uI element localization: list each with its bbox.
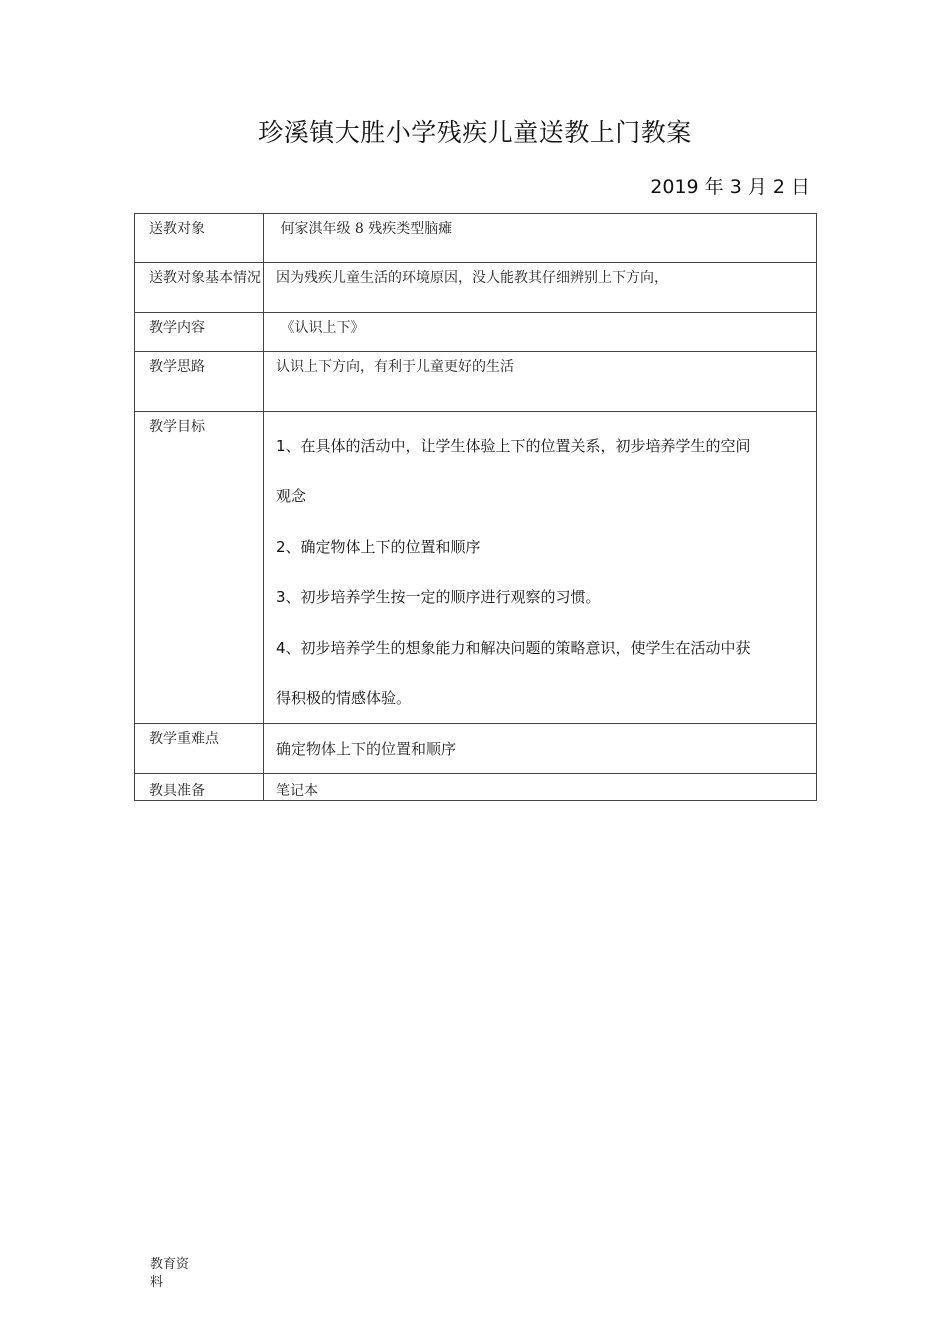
table-row: [135, 774, 817, 801]
row-label-goals: 教学目标: [135, 412, 264, 724]
footer-note: 教育资料: [150, 1257, 190, 1290]
goal-line: 观念: [276, 487, 307, 506]
goal-line: 4、初步培养学生的想象能力和解决问题的策略意识，使学生在活动中获: [276, 638, 751, 657]
goal-line: 3、初步培养学生按一定的顺序进行观察的习惯。: [276, 588, 601, 607]
table-row: [135, 263, 817, 313]
table-row: [135, 724, 817, 774]
row-value-key-points: 确定物体上下的位置和顺序: [264, 724, 817, 774]
row-value-goals: [264, 412, 817, 724]
goal-line: 1、在具体的活动中，让学生体验上下的位置关系，初步培养学生的空间: [276, 437, 751, 455]
row-value-approach: 认识上下方向，有利于儿童更好的生活: [264, 352, 817, 412]
row-label-target: 送教对象: [135, 214, 264, 263]
table-row: [135, 352, 817, 412]
row-label-content: 教学内容: [135, 313, 264, 352]
document-title: 珍溪镇大胜小学残疾儿童送教上门教案: [258, 118, 692, 147]
document-date: 2019 年 3 月 2 日: [650, 176, 810, 198]
table-row: [135, 214, 817, 263]
row-value-background: 因为残疾儿童生活的环境原因，没人能教其仔细辨别上下方向，: [264, 263, 817, 313]
row-value-materials: 笔记本: [264, 774, 817, 801]
table-row: [135, 412, 817, 724]
row-label-materials: 教具准备: [135, 774, 264, 801]
row-value-target: 何家淇年级 8 残疾类型脑瘫: [264, 214, 817, 263]
table-row: [135, 313, 817, 352]
row-label-key-points: 教学重难点: [135, 724, 264, 774]
goal-line: 得积极的情感体验。: [276, 689, 412, 708]
row-value-content: 《认识上下》: [264, 313, 817, 352]
row-label-background: 送教对象基本情况: [135, 263, 264, 313]
goal-line: 2、确定物体上下的位置和顺序: [276, 537, 481, 556]
lesson-plan-table: [134, 213, 817, 801]
row-label-approach: 教学思路: [135, 352, 264, 412]
